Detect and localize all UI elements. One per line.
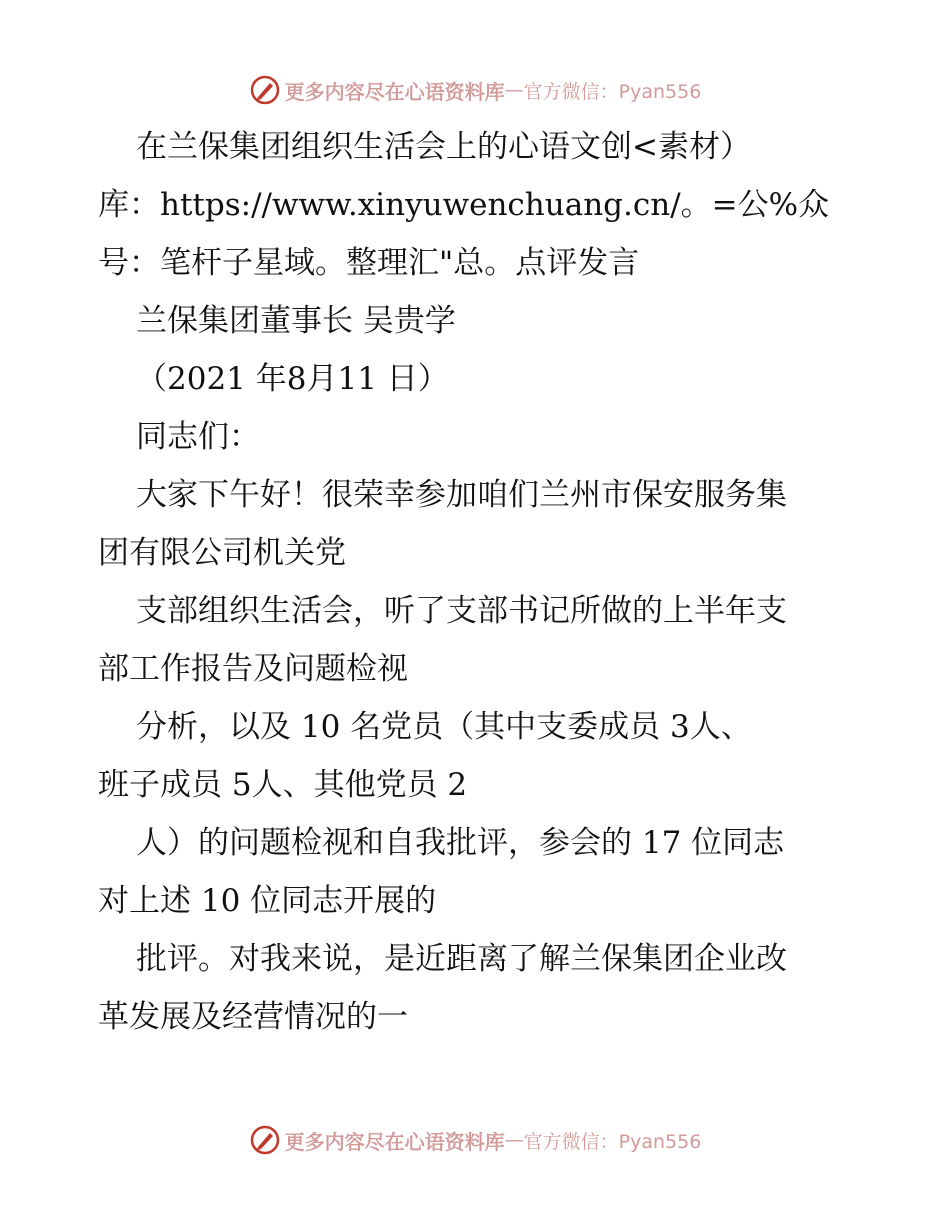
document-line: 团有限公司机关党 [98, 535, 346, 571]
document-line: 大家下午好！很荣幸参加咱们兰州市保安服务集 [136, 477, 787, 513]
banner-wechat: 官方微信：Pyan556 [523, 1130, 702, 1153]
header-banner [0, 70, 950, 110]
document-line: 革发展及经营情况的一 [98, 999, 408, 1035]
document-line: 库：https://www.xinyuwenchuang.cn/。=公%众 [98, 187, 830, 223]
document-body [98, 118, 858, 1046]
footer-banner [0, 1120, 950, 1160]
document-line: 班子成员 5人、其他党员 2 [98, 767, 468, 803]
banner-title: 更多内容尽在心语资料库 [284, 1129, 505, 1154]
document-line: 支部组织生活会，听了支部书记所做的上半年支 [136, 593, 787, 629]
document-line: 批评。对我来说，是近距离了解兰保集团企业改 [136, 941, 787, 977]
document-line: 在兰保集团组织生活会上的心语文创<素材） [136, 129, 751, 165]
banner-dash: — [504, 79, 524, 101]
pen-logo-icon [249, 74, 281, 106]
document-line: 对上述 10 位同志开展的 [98, 883, 437, 919]
document-line: 同志们： [136, 419, 260, 455]
pen-logo-icon [249, 1124, 281, 1156]
document-line: 部工作报告及问题检视 [98, 651, 408, 687]
document-line: 号：笔杆子星域。整理汇"总。点评发言 [98, 245, 640, 281]
banner-wechat: 官方微信：Pyan556 [523, 80, 702, 103]
document-line: （2021 年8月11 日） [136, 361, 449, 397]
banner-title: 更多内容尽在心语资料库 [284, 79, 505, 104]
document-line: 兰保集团董事长 吴贵学 [136, 303, 456, 339]
document-line: 分析，以及 10 名党员（其中支委成员 3人、 [136, 709, 752, 745]
banner-dash: — [504, 1129, 524, 1151]
document-line: 人）的问题检视和自我批评，参会的 17 位同志 [136, 825, 785, 861]
